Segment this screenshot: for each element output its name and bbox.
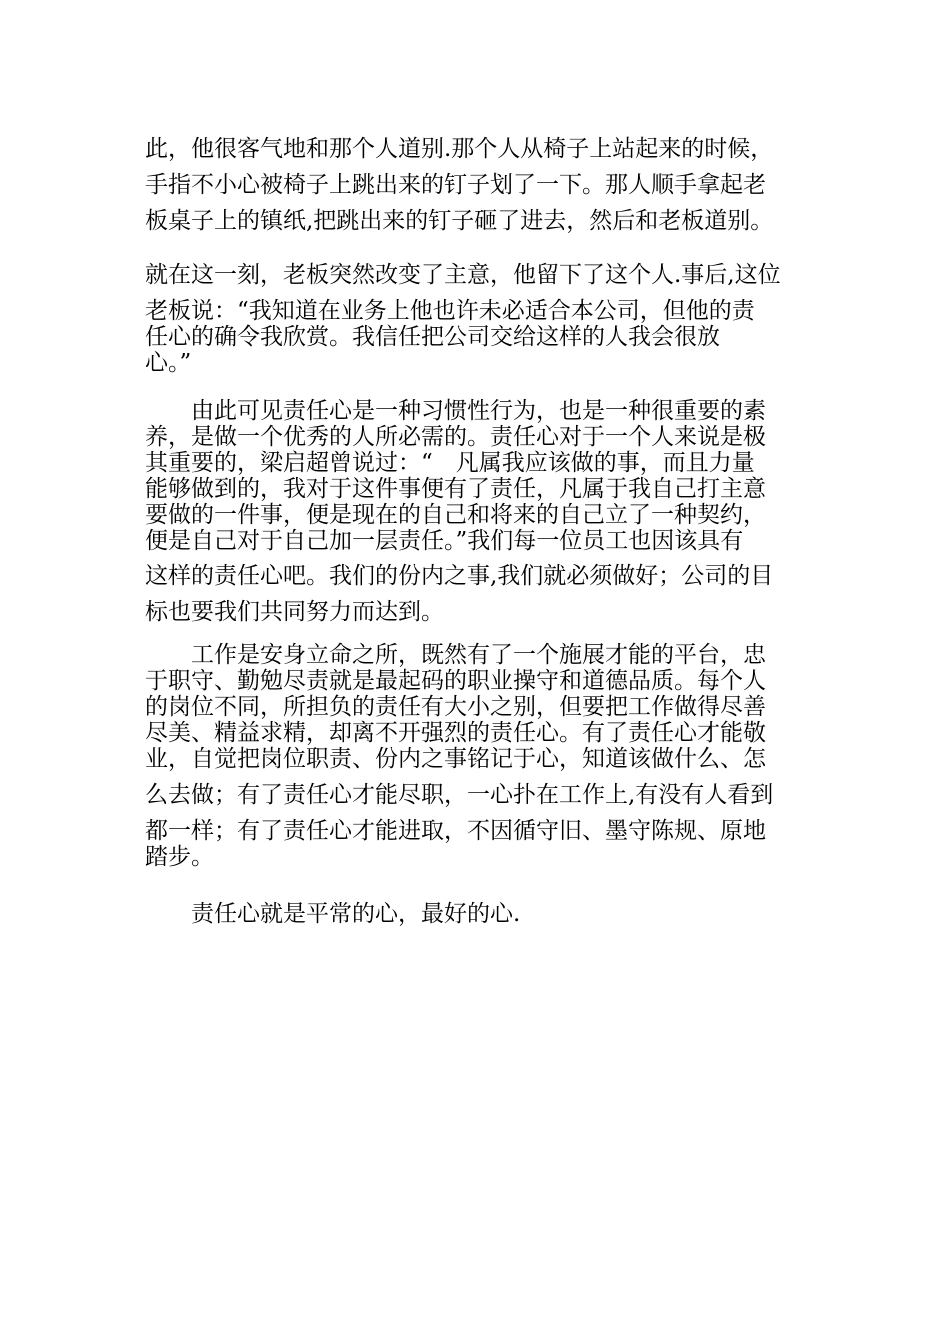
paragraph-3-line: 么去做；有了责任心才能尽职，一心扑在工作上,有没有人看到 (145, 782, 774, 808)
paragraph-1-line: 手指不小心被椅子上跳出来的钉子划了一下。那人顺手拿起老 (145, 172, 766, 198)
paragraph-3-line: 尽美、精益求精，却离不开强烈的责任心。有了责任心才能敬 (145, 720, 766, 746)
paragraph-1-line: 板桌子上的镇纸,把跳出来的钉子砸了进去，然后和老板道别。 (145, 208, 774, 234)
paragraph-2-line: 由此可见责任心是一种习惯性行为，也是一种很重要的素 (191, 398, 766, 424)
paragraph-3-line: 于职守、勤勉尽责就是最起码的职业操守和道德品质。每个人 (145, 668, 766, 694)
paragraph-1-line: 心。” (145, 350, 192, 376)
paragraph-3-line: 踏步。 (145, 844, 214, 870)
paragraph-2-line: 养，是做一个优秀的人所必需的。责任心对于一个人来说是极 (145, 424, 766, 450)
paragraph-2-line: 标也要我们共同努力而达到。 (145, 599, 444, 625)
paragraph-3-line: 的岗位不同，所担负的责任有大小之别，但要把工作做得尽善 (145, 694, 766, 720)
paragraph-3-line: 业，自觉把岗位职责、份内之事铭记于心，知道该做什么、怎 (145, 746, 766, 772)
paragraph-2-line: 便是自己对于自己加一层责任。”我们每一位员工也因该具有 (145, 528, 744, 554)
paragraph-1-line: 就在这一刻，老板突然改变了主意，他留下了这个人.事后,这位 (145, 262, 781, 288)
paragraph-2-line: 这样的责任心吧。我们的份内之事,我们就必须做好；公司的目 (145, 563, 774, 589)
paragraph-1-line: 此，他很客气地和那个人道别.那个人从椅子上站起来的时候， (145, 136, 774, 162)
paragraph-3-line: 都一样；有了责任心才能进取，不因循守旧、墨守陈规、原地 (145, 818, 766, 844)
paragraph-1-line: 老板说：“我知道在业务上他也许未必适合本公司，但他的责 (145, 298, 755, 324)
paragraph-2-line: 要做的一件事，便是现在的自己和将来的自己立了一种契约， (145, 502, 766, 528)
paragraph-1-line: 任心的确令我欣赏。我信任把公司交给这样的人我会很放 (145, 324, 720, 350)
paragraph-2-line: 其重要的，梁启超曾说过：“ 凡属我应该做的事，而且力量 (145, 450, 755, 476)
paragraph-3-line: 工作是安身立命之所，既然有了一个施展才能的平台，忠 (191, 642, 766, 668)
paragraph-2-line: 能够做到的，我对于这件事便有了责任，凡属于我自己打主意 (145, 476, 766, 502)
paragraph-4-line: 责任心就是平常的心，最好的心. (191, 901, 521, 927)
